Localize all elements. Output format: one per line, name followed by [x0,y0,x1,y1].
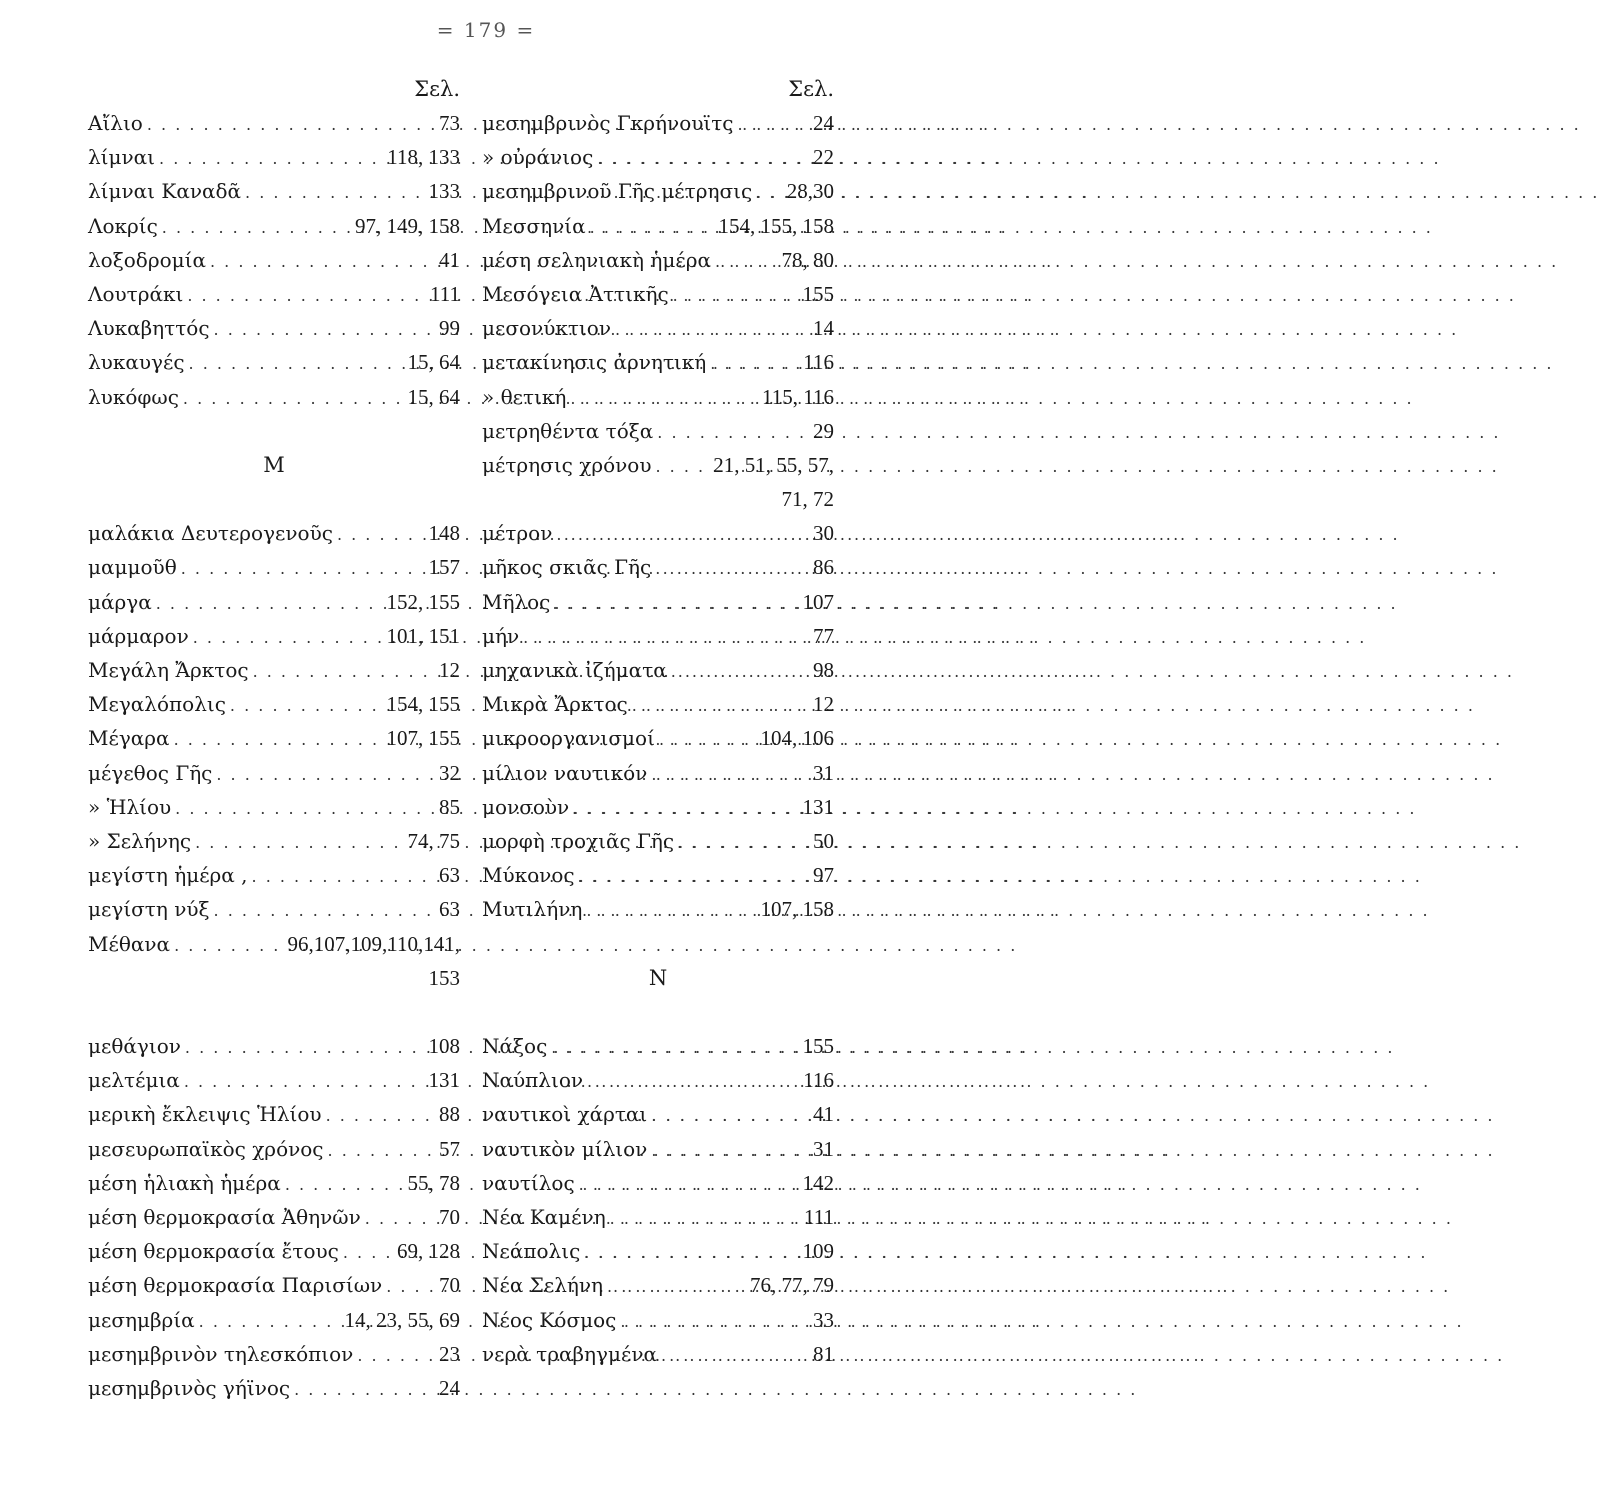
section-letter-heading: Ν [648,965,668,990]
index-entry [482,1303,834,1337]
index-page-refs: 76, 77, 79 [750,1273,834,1298]
index-page-refs: 24 [439,1375,460,1400]
index-entry [88,619,460,653]
dot-leader [584,1236,798,1270]
index-entry [482,380,834,414]
dot-leader [523,621,809,655]
index-term: μίλιον ναυτικόν [482,760,648,785]
index-term: Νέα Καμένη [482,1205,606,1229]
dot-leader [738,108,810,142]
index-entry [88,106,460,140]
index-term: μονσοὺν [482,794,570,819]
index-term: Λοκρίς [88,213,158,238]
dot-leader [597,142,809,176]
spacer [482,927,834,961]
dot-leader [657,416,809,450]
index-page-refs: 32 [439,760,460,785]
index-page-refs: 31 [813,760,834,785]
index-term: Νεάπολις [482,1239,581,1264]
index-page-refs: 14 [813,316,834,341]
index-term: Λουτράκι [88,281,184,306]
index-page-refs: 86 [813,555,834,580]
index-term: » οὐράνιος [482,145,594,170]
index-page-refs: 50 [813,828,834,853]
dot-leader [386,1270,435,1304]
index-term: Μέθανα [88,931,171,956]
index-term: μεγίστη ἡμέρα , [88,863,248,888]
index-page-refs: 154, 155, 158 [718,213,834,238]
index-term: » Ἡλίου [88,794,172,819]
index-term: ναυτίλος [482,1170,575,1195]
index-term: Αἴλιο [88,111,143,135]
index-entry [88,174,460,208]
index-entry [88,927,460,961]
index-term: Μικρὰ Ἄρκτος [482,692,628,717]
index-page-refs: 73 [439,111,460,135]
index-entry [482,174,834,208]
index-page-refs: 69, 128 [397,1239,460,1264]
index-page-refs: 111 [804,1205,834,1229]
index-term: νερὰ τραβηγμένα [482,1341,657,1366]
index-page-refs: 57 [439,1136,460,1161]
index-page-refs: 111 [430,281,460,306]
index-page-refs: 157 [428,555,460,580]
dot-leader [365,1202,435,1236]
index-page-refs: 155 [802,1034,834,1059]
index-page-refs: 98 [813,658,834,682]
index-entry [88,1234,460,1268]
dot-leader [285,1168,404,1202]
dot-leader [159,142,383,176]
index-entry [482,892,834,926]
dot-leader [651,1134,809,1168]
index-page-refs: 14, 23, 55, 69 [344,1307,460,1332]
index-entry [482,1268,834,1302]
index-entry [482,1234,834,1268]
index-page-refs: 22 [813,145,834,170]
dot-leader [671,655,809,689]
index-entry [88,1303,460,1337]
index-page-refs: 142 [802,1170,834,1195]
index-page-refs: 108 [428,1034,460,1059]
index-entry [482,756,834,790]
index-entry [482,1063,834,1097]
index-term: μῆκος σκιᾶς Γῆς [482,555,652,580]
index-page-refs: 99 [439,316,460,341]
index-entry [88,311,460,345]
dot-leader [715,245,778,279]
index-term: μικροοργανισμοί [482,726,655,751]
index-entry [482,1337,834,1371]
index-page-refs: 23 [439,1341,460,1366]
index-term: μέτρησις χρόνου [482,452,652,477]
dot-leader [175,792,435,826]
spacer [88,995,460,1029]
index-entry [482,516,834,550]
index-page-refs: 21, 51, 55, 57, [713,452,834,477]
index-entry [88,721,460,755]
index-page-refs: 85 [439,794,460,819]
dot-leader [174,929,283,963]
dot-leader [326,1099,435,1133]
index-page-refs: 152, 155 [386,589,460,614]
index-page-refs: 15, 64 [407,384,460,409]
index-page-refs: 70 [439,1273,460,1298]
index-page-refs: 96,107,109,110,141, [287,931,460,956]
page-column-header: Σελ. [788,77,834,101]
dot-leader [607,1270,746,1304]
index-page-refs: 77 [813,623,834,648]
index-page-refs: 97 [813,863,834,888]
index-entry [88,209,460,243]
index-page-refs: 107, 155 [386,726,460,751]
index-term: μορφὴ τροχιᾶς Γῆς [482,828,675,853]
index-term: μάργα [88,589,152,614]
index-page-refs-continued: 71, 72 [781,487,834,512]
index-entry [482,619,834,653]
dot-leader [710,347,799,381]
dot-leader [554,587,798,621]
index-term: Νέα Σελήνη [482,1273,604,1298]
index-term: Μεσόγεια Ἀττικῆς [482,281,669,306]
index-page-refs: 41 [813,1102,834,1127]
dot-leader [756,176,783,210]
index-term: μεσονύκτιον [482,316,611,341]
index-page-refs: 55, 78 [407,1170,460,1195]
index-term: μεσευρωπαϊκὸς χρόνος [88,1136,324,1161]
index-term: μαμμοῦθ [88,555,177,580]
section-letter-heading: Μ [263,452,285,477]
index-page-refs: 81 [813,1341,834,1366]
index-entry [88,653,460,687]
index-page-refs: 101, 151 [386,623,460,648]
index-term: Μέγαρα [88,726,170,751]
dot-leader [245,176,424,210]
index-entry [482,790,834,824]
index-entry [88,1029,460,1063]
dot-leader [184,1065,425,1099]
dot-leader [661,1339,809,1373]
dot-leader [337,518,425,552]
index-entry [482,243,834,277]
dot-leader [357,1339,435,1373]
index-page-refs: 12 [813,692,834,717]
index-entry [88,824,460,858]
index-page-refs: 78, 80 [781,247,834,272]
spacer [482,995,834,1029]
index-term: μέση θερμοκρασία Παρισίων [88,1273,383,1298]
index-entry [482,550,834,584]
index-page-refs: 133 [428,179,460,204]
dot-leader [579,860,809,894]
index-term: μήν [482,623,520,648]
index-page-refs: 31 [813,1136,834,1161]
index-term: ναυτικοὶ χάρται [482,1102,648,1127]
index-entry [88,1268,460,1302]
index-entry [482,1097,834,1131]
dot-leader [147,108,435,142]
dot-leader [210,245,435,279]
dot-leader [187,279,426,313]
dot-leader [193,621,383,655]
dot-leader [181,552,425,586]
index-term: μεσημβρία [88,1307,195,1332]
index-page-refs: 116 [803,1068,834,1093]
index-term: μέση θερμοκρασία Ἀθηνῶν [88,1205,361,1229]
index-entry [88,1097,460,1131]
index-entry [88,1371,460,1405]
index-entry [88,140,460,174]
page-number: = 179 = [436,18,536,42]
index-term: μέτρον [482,521,553,546]
index-page-refs: 148 [428,521,460,546]
index-term: Μεσσηνία [482,213,586,238]
index-entry [482,653,834,687]
index-term: Μυτιλήνη [482,897,583,922]
dot-leader [343,1236,393,1270]
index-term: μεσημβρινοῦ Γῆς μέτρησις [482,179,753,204]
index-term: Νάξος [482,1034,548,1059]
index-page-refs: 63 [439,897,460,922]
dot-leader [294,1373,435,1407]
index-page-refs: 154, 155 [386,692,460,717]
index-term: μελτέμια [88,1068,180,1093]
dot-leader [252,860,435,894]
index-term: Λυκαβηττός [88,316,210,341]
index-term: λίμναι Καναδᾶ [88,179,242,204]
dot-leader [570,382,758,416]
index-entry [88,550,460,584]
index-page-refs: 63 [439,863,460,888]
dot-leader [579,1168,799,1202]
dot-leader [615,313,809,347]
index-entry [88,892,460,926]
dot-leader [214,313,435,347]
index-term: » Σελήνης [88,828,192,853]
index-term: μάρμαρον [88,623,189,648]
index-term: μεσημβρινὸς Γκρήνουϊτς [482,111,734,135]
dot-leader [328,1134,435,1168]
dot-leader [183,382,404,416]
dot-leader [556,518,809,552]
index-entry [88,858,460,892]
index-entry [88,277,460,311]
index-entry [88,790,460,824]
dot-leader [214,894,435,928]
index-page-refs: 15, 64 [407,350,460,375]
index-page-refs-continued: 153 [428,965,460,990]
index-entry [88,1063,460,1097]
dot-leader [189,347,404,381]
index-term: » θετική [482,384,567,409]
index-page-refs: 131 [802,794,834,819]
index-page-refs: 88 [439,1102,460,1127]
index-term: μερικὴ ἔκλειψις Ἡλίου [88,1102,322,1127]
index-page-refs: 155 [802,281,834,306]
index-term: μετακίνησις ἀρνητική [482,350,707,375]
index-column-left [88,72,460,1405]
dot-leader [156,587,383,621]
index-entry [88,1200,460,1234]
dot-leader [659,723,757,757]
index-entry [88,380,460,414]
index-entry [482,1166,834,1200]
index-term: ναυτικὸν μίλιον [482,1136,648,1161]
dot-leader [586,894,756,928]
dot-leader [651,1099,809,1133]
index-page-refs: 116 [803,350,834,375]
index-page-refs: 29 [813,418,834,443]
index-entry [482,858,834,892]
dot-leader [199,1305,341,1339]
index-entry [482,448,834,482]
index-term: μεθάγιον [88,1034,181,1059]
dot-leader [590,211,715,245]
index-entry [482,140,834,174]
index-entry [482,345,834,379]
index-page-refs: 118, 133 [387,145,460,170]
dot-leader [673,279,799,313]
dot-leader [162,211,351,245]
index-entry [88,1132,460,1166]
index-page-refs: 30 [813,521,834,546]
index-page-refs: 33 [813,1307,834,1332]
index-entry [482,277,834,311]
index-page-refs: 107, 158 [760,897,834,922]
index-term: Μύκονος [482,863,575,888]
index-entry [88,756,460,790]
dot-leader [230,689,383,723]
index-entry [88,687,460,721]
index-page-refs: 115, 116 [762,384,834,409]
index-term: μεσημβρινὸν τηλεσκόπιον [88,1341,354,1366]
index-page-refs: 107 [802,589,834,614]
index-term: μέγεθος Γῆς [88,760,213,785]
index-entry [88,585,460,619]
index-term: λυκόφως [88,384,179,409]
spacer [88,482,460,516]
dot-leader [551,1031,798,1065]
dot-leader [587,1065,799,1099]
index-term: μέση σεληνιακὴ ἡμέρα [482,247,711,272]
index-term: μεγίστη νύξ [88,897,210,922]
index-entry [482,721,834,755]
dot-leader [610,1202,800,1236]
index-entry [482,1029,834,1063]
index-term: μαλάκια Δευτερογενοῦς [88,521,333,546]
index-term: Ναύπλιον [482,1068,584,1093]
index-term: Μεγαλόπολις [88,692,226,717]
index-page-refs: 24 [813,111,834,135]
dot-leader [651,758,809,792]
dot-leader [656,450,710,484]
index-page-refs: 41 [439,247,460,272]
spacer [88,414,460,448]
index-entry [482,311,834,345]
dot-leader [195,826,403,860]
dot-leader [620,1305,809,1339]
dot-leader [253,655,435,689]
index-page-refs: 131 [428,1068,460,1093]
index-entry [482,106,834,140]
index-term: λίμναι [88,145,156,170]
index-entry [482,1200,834,1234]
index-term: μέση ἡλιακὴ ἡμέρα [88,1170,281,1195]
index-term: Μεγάλη Ἄρκτος [88,658,249,682]
dot-leader [573,792,798,826]
index-term: λυκαυγές [88,350,185,375]
dot-leader [174,723,383,757]
dot-leader [185,1031,425,1065]
index-entry [482,687,834,721]
dot-leader [655,552,809,586]
index-term: μεσημβρινὸς γήϊνος [88,1375,291,1400]
index-entry [88,243,460,277]
index-entry [88,516,460,550]
index-entry [482,1132,834,1166]
index-entry [88,1166,460,1200]
index-term: Νέος Κόσμος [482,1307,617,1332]
dot-leader [216,758,435,792]
index-term: μηχανικὰ ἰζήματα [482,658,667,682]
index-entry [482,824,834,858]
index-page-refs: 104, 106 [760,726,834,751]
dot-leader [632,689,809,723]
index-page-refs: 28,30 [786,179,834,204]
index-entry [88,345,460,379]
index-page-refs: 74, 75 [407,828,460,853]
index-page-refs: 109 [802,1239,834,1264]
index-page-refs: 12 [439,658,460,682]
index-page-refs: 97, 149, 158 [355,213,460,238]
index-entry [482,209,834,243]
index-entry [482,585,834,619]
page-column-header: Σελ. [414,77,460,101]
index-term: μέση θερμοκρασία ἔτους [88,1239,339,1264]
index-page-refs: 70 [439,1205,460,1229]
index-term: λοξοδρομία [88,247,206,272]
index-term: Μῆλος [482,589,551,614]
index-term: μετρηθέντα τόξα [482,418,654,443]
index-entry [88,1337,460,1371]
dot-leader [678,826,809,860]
index-entry [482,414,834,448]
index-column-right [482,72,834,1371]
